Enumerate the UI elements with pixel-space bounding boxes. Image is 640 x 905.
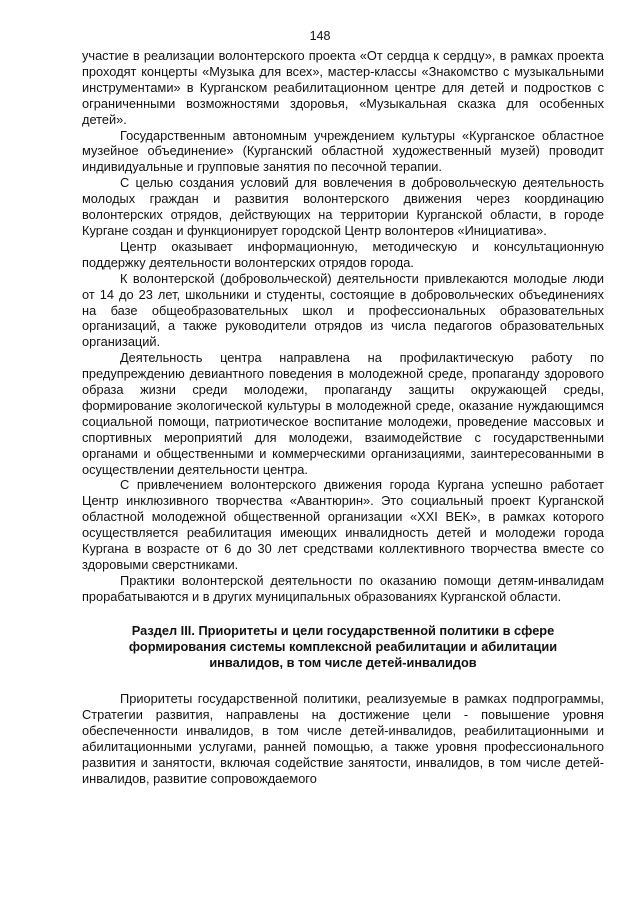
paragraph-center-activity: Деятельность центра направлена на профилактическую работу по предупреждению девиантного поведения в молодежной среде, пропаганду здорового образа жизни среди молодежи, пропаганду защиты окружающей среды, формирование экологической культуры в молодежной среде, оказание нуждающимся социальной помощи, патриотическое воспитание молодежи, проведение массовых и спортивных мероприятий для молодежи, взаимодействие с государственными органами и общественными и коммерческими организациями, заинтересованными в осуществлении деятельности центра. bbox=[82, 350, 604, 477]
paragraph-center-support: Центр оказывает информационную, методическую и консультационную поддержку деятельности волонтерских отрядов города. bbox=[82, 238, 604, 270]
paragraph-practices: Практики волонтерской деятельности по оказанию помощи детям-инвалидам прорабатываются и в других муниципальных образованиях Курганской области. bbox=[82, 572, 604, 604]
paragraph-volunteer-center: С целью создания условий для вовлечения в добровольческую деятельность молодых граждан и развития волонтерского движения через координацию волонтерских отрядов, действующих на территории Курганской области, в городе Кургане создан и функционирует городской Центр волонтеров «Инициатива». bbox=[82, 175, 604, 238]
section-heading: Раздел III. Приоритеты и цели государственной политики в сфере формирования системы комплексной реабилитации и абилитации инвалидов, в том числе детей-инвалидов bbox=[128, 622, 558, 670]
body-text bbox=[82, 48, 604, 787]
paragraph-participants: К волонтерской (добровольческой) деятельности привлекаются молодые люди от 14 до 23 лет, школьники и студенты, состоящие в добровольческих объединениях на базе общеобразовательных школ и профессиональных образовательных организаций, а также руководители отрядов из числа педагогов образовательных организаций. bbox=[82, 270, 604, 350]
paragraph-volunteer-project: участие в реализации волонтерского проекта «От сердца к сердцу», в рамках проекта проходят концерты «Музыка для всех», мастер-классы «Знакомство с музыкальными инструментами» в Курганском реабилитационном центре для детей и подростков с ограниченными возможностями здоровья, «Музыкальная сказка для особенных детей». bbox=[82, 48, 604, 127]
paragraph-priorities: Приоритеты государственной политики, реализуемые в рамках подпрограммы, Стратегии развития, направлены на достижение цели - повышение уровня обеспеченности инвалидов, в том числе детей-инвалидов, реабилитационными и абилитационными услугами, ранней помощью, а также уровня профессионального развития и занятости, включая содействие занятости, инвалидов, в том числе детей-инвалидов, развитие сопровождаемого bbox=[82, 691, 604, 786]
page-number: 148 bbox=[309, 29, 331, 43]
paragraph-museum: Государственным автономным учреждением культуры «Курганское областное музейное объединение» (Курганский областной художественный музей) проводит индивидуальные и групповые занятия по песочной терапии. bbox=[82, 127, 604, 175]
paragraph-inclusive-center: С привлечением волонтерского движения города Кургана успешно работает Центр инклюзивного творчества «Авантюрин». Это социальный проект Курганской областной молодежной общественной организации «XXI ВЕК», в рамках которого осуществляется реабилитация имеющих инвалидность детей и молодежи города Кургана в возрасте от 6 до 30 лет средствами коллективного творчества вместе со здоровыми сверстниками. bbox=[82, 477, 604, 572]
